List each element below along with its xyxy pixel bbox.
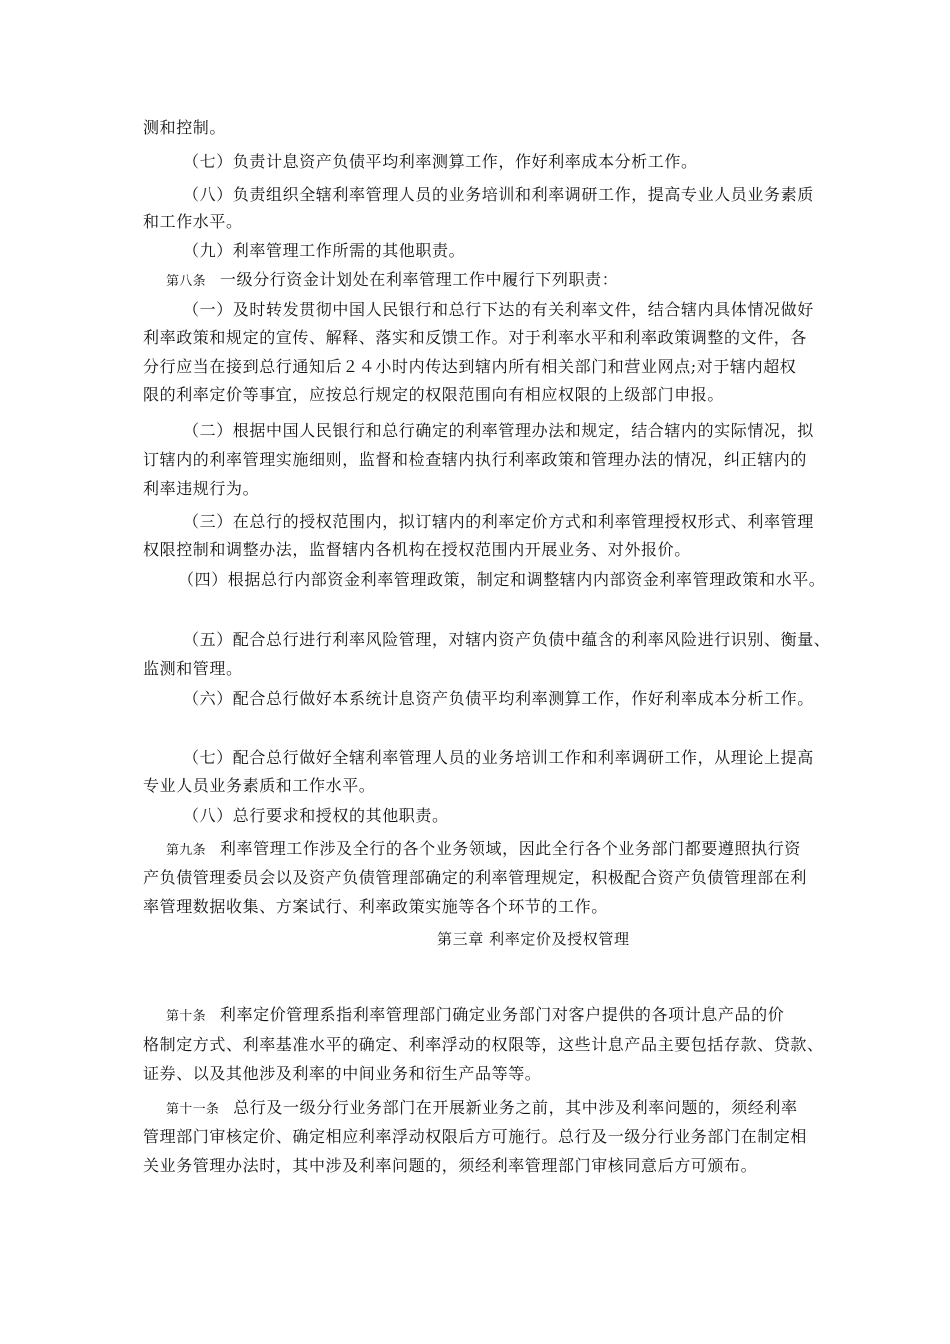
text-line: 利率政策和规定的宣传、解释、落实和反馈工作。对于利率水平和利率政策调整的文件，各 xyxy=(143,328,808,347)
text-line: 利率管理工作涉及全行的各个业务领域，因此全行各个业务部门都要遵照执行资 xyxy=(219,839,801,858)
chapter-heading: 第三章 利率定价及授权管理 xyxy=(437,930,630,948)
text-line: 利率定价管理系指利率管理部门确定业务部门对客户提供的各项计息产品的价 xyxy=(219,1005,785,1024)
text-line: 监测和管理。 xyxy=(143,659,243,678)
text-line: （七）负责计息资产负债平均利率测算工作，作好利率成本分析工作。 xyxy=(183,152,698,171)
text-line: 利率违规行为。 xyxy=(143,479,260,498)
article-label: 第十一条 xyxy=(166,1102,220,1117)
text-line: （八）负责组织全辖利率管理人员的业务培训和利率调研工作，提高专业人员业务素质 xyxy=(183,185,814,204)
text-line: 率管理数据收集、方案试行、利率政策实施等各个环节的工作。 xyxy=(143,897,608,916)
text-line: 和工作水平。 xyxy=(143,212,243,231)
text-line: 格制定方式、利率基准水平的确定、利率浮动的权限等，这些计息产品主要包括存款、贷款、 xyxy=(143,1035,824,1054)
text-line: （六）配合总行做好本系统计息资产负债平均利率测算工作，作好利率成本分析工作。 xyxy=(183,689,814,708)
text-line: 专业人员业务素质和工作水平。 xyxy=(143,776,376,795)
text-line: 一级分行资金计划处在利率管理工作中履行下列职责： xyxy=(219,270,619,289)
text-line: 分行应当在接到总行通知后２４小时内传达到辖内所有相关部门和营业网点;对于辖内超权 xyxy=(143,357,797,376)
text-line: 产负债管理委员会以及资产负债管理部确定的利率管理规定，积极配合资产负债管理部在利 xyxy=(143,868,808,887)
text-line: （九）利率管理工作所需的其他职责。 xyxy=(183,241,466,260)
text-line: 权限控制和调整办法，监督辖内各机构在授权范围内开展业务、对外报价。 xyxy=(143,540,691,559)
article-label: 第八条 xyxy=(166,274,206,289)
article-11-line xyxy=(166,1098,798,1120)
article-9-line xyxy=(166,839,801,861)
text-line: （一）及时转发贯彻中国人民银行和总行下达的有关利率文件，结合辖内具体情况做好 xyxy=(183,300,814,319)
article-label: 第十条 xyxy=(166,1009,206,1024)
article-8-line xyxy=(166,270,618,292)
text-line: 证券、以及其他涉及利率的中间业务和衍生产品等等。 xyxy=(143,1064,542,1083)
text-line: 总行及一级分行业务部门在开展新业务之前，其中涉及利率问题的，须经利率 xyxy=(233,1098,798,1117)
text-line: 管理部门审核定价、确定相应利率浮动权限后方可施行。总行及一级分行业务部门在制定相 xyxy=(143,1127,808,1146)
article-label: 第九条 xyxy=(166,843,206,858)
text-line: 订辖内的利率管理实施细则，监督和检查辖内执行利率政策和管理办法的情况，纠正辖内的 xyxy=(143,450,808,469)
text-line: （二）根据中国人民银行和总行确定的利率管理办法和规定，结合辖内的实际情况，拟 xyxy=(183,421,814,440)
text-line: （三）在总行的授权范围内，拟订辖内的利率定价方式和利率管理授权形式、利率管理 xyxy=(183,512,814,531)
text-line: 关业务管理办法时，其中涉及利率问题的，须经利率管理部门审核同意后方可颁布。 xyxy=(143,1156,758,1175)
text-line: （五）配合总行进行利率风险管理，对辖内资产负债中蕴含的利率风险进行识别、衡量、 xyxy=(183,630,831,649)
text-line: （八）总行要求和授权的其他职责。 xyxy=(183,806,449,825)
text-line: （四）根据总行内部资金利率管理政策，制定和调整辖内内部资金利率管理政策和水平。 xyxy=(178,570,826,589)
text-line: （七）配合总行做好全辖利率管理人员的业务培训工作和利率调研工作，从理论上提高 xyxy=(183,748,814,767)
text-line: 测和控制。 xyxy=(143,118,227,137)
article-10-line xyxy=(166,1005,784,1027)
text-line: 限的利率定价等事宜，应按总行规定的权限范围向有相应权限的上级部门申报。 xyxy=(143,385,725,404)
